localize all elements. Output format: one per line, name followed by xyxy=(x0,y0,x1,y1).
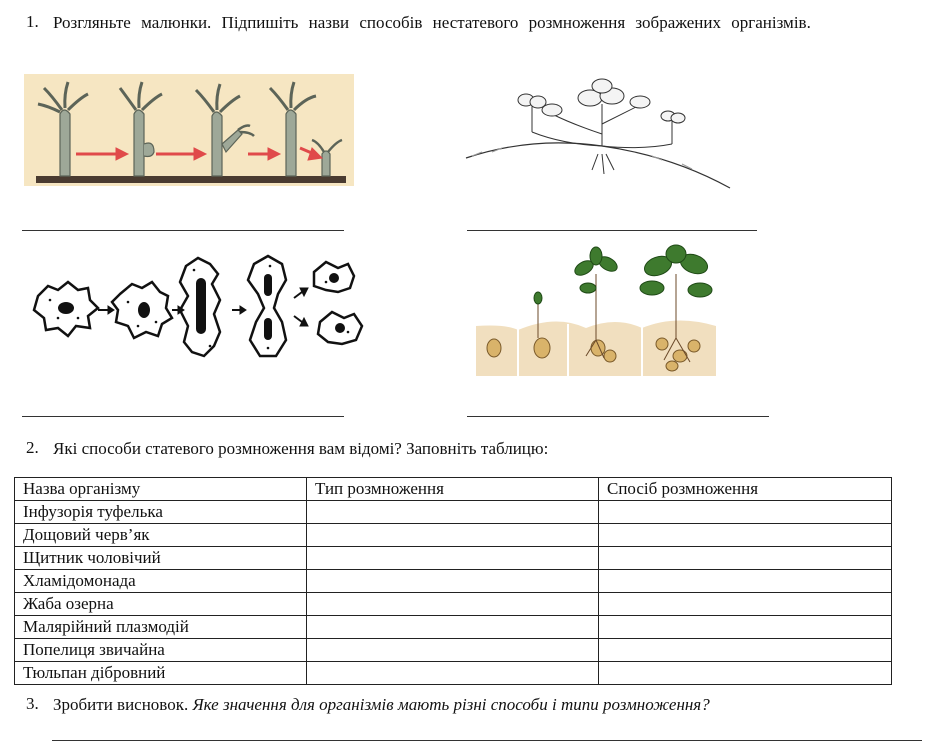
method-cell[interactable] xyxy=(599,547,892,570)
answer-line-2[interactable] xyxy=(467,230,757,231)
method-cell[interactable] xyxy=(599,616,892,639)
organism-cell: Тюльпан дібровний xyxy=(15,662,307,685)
answer-line-3[interactable] xyxy=(22,416,344,417)
amoeba-division-picture xyxy=(28,252,374,368)
table-row xyxy=(15,547,892,570)
organism-cell: Жаба озерна xyxy=(15,593,307,616)
method-cell[interactable] xyxy=(599,662,892,685)
header-reproduction-type: Тип розмноження xyxy=(307,478,599,501)
header-organism-name: Назва організму xyxy=(15,478,307,501)
method-cell[interactable] xyxy=(599,639,892,662)
table-row xyxy=(15,501,892,524)
hydra-budding-picture xyxy=(24,74,354,186)
table-row xyxy=(15,639,892,662)
task2-text: Які способи статевого розмноження вам відомі? Заповніть таблицю: xyxy=(53,439,549,458)
method-cell[interactable] xyxy=(599,524,892,547)
organism-cell: Попелиця звичайна xyxy=(15,639,307,662)
strawberry-runners-picture xyxy=(462,74,734,192)
potato-tuber-picture xyxy=(476,244,716,376)
organism-cell: Хламідомонада xyxy=(15,570,307,593)
table-row xyxy=(15,593,892,616)
header-reproduction-method: Спосіб розмноження xyxy=(599,478,892,501)
task2-number: 2. xyxy=(26,438,39,457)
type-cell[interactable] xyxy=(307,639,599,662)
type-cell[interactable] xyxy=(307,547,599,570)
method-cell[interactable] xyxy=(599,593,892,616)
organism-cell: Щитник чоловічий xyxy=(15,547,307,570)
table-header-row xyxy=(15,478,892,501)
table-row xyxy=(15,662,892,685)
reproduction-table xyxy=(14,477,892,685)
task3-italic-question: Яке значення для організмів мають різні способи і типи розмноження? xyxy=(192,695,710,714)
task1-text: Розгляньте малюнки. Підпишіть назви способів нестатевого розмноження зображених організмів. xyxy=(53,13,811,32)
type-cell[interactable] xyxy=(307,593,599,616)
organism-cell: Малярійний плазмодій xyxy=(15,616,307,639)
answer-line-1[interactable] xyxy=(22,230,344,231)
answer-line-4[interactable] xyxy=(467,416,769,417)
organism-cell: Дощовий черв’як xyxy=(15,524,307,547)
task3-number: 3. xyxy=(26,694,39,713)
type-cell[interactable] xyxy=(307,570,599,593)
type-cell[interactable] xyxy=(307,524,599,547)
conclusion-answer-line[interactable] xyxy=(52,740,922,741)
table-row xyxy=(15,524,892,547)
method-cell[interactable] xyxy=(599,501,892,524)
organism-cell: Інфузорія туфелька xyxy=(15,501,307,524)
type-cell[interactable] xyxy=(307,501,599,524)
task1-number: 1. xyxy=(26,12,39,31)
table-row xyxy=(15,616,892,639)
task3-text xyxy=(53,694,710,716)
type-cell[interactable] xyxy=(307,616,599,639)
table-row xyxy=(15,570,892,593)
type-cell[interactable] xyxy=(307,662,599,685)
task3-plain-text: Зробити висновок. xyxy=(53,695,189,714)
method-cell[interactable] xyxy=(599,570,892,593)
